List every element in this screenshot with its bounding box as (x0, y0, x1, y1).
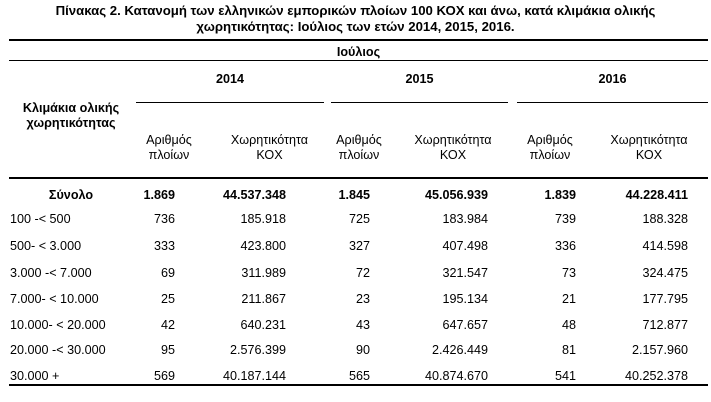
table-cell: 95 (160, 343, 175, 357)
column-header-6-line1: Χωρητικότητα (610, 133, 688, 147)
year-header-2015: 2015 (405, 72, 434, 86)
table-cell: 321.547 (442, 266, 488, 280)
total-cell: 45.056.939 (424, 188, 488, 202)
total-cell: 1.845 (338, 188, 370, 202)
table-cell: 569 (153, 369, 175, 383)
total-cell: 1.839 (544, 188, 576, 202)
table-cell: 565 (348, 369, 370, 383)
table-cell: 311.989 (241, 266, 286, 280)
row-label: 10.000- < 20.000 (10, 318, 106, 332)
column-header-2-line2: ΚΟΧ (256, 148, 283, 162)
row-label: 100 -< 500 (10, 212, 71, 226)
row-label: 30.000 + (10, 369, 60, 383)
table-cell: 188.328 (642, 212, 688, 226)
table-cell: 2.157.960 (631, 343, 688, 357)
table-cell: 541 (554, 369, 576, 383)
table-cell: 40.252.378 (624, 369, 688, 383)
table-cell: 195.134 (442, 292, 488, 306)
table-cell: 414.598 (642, 239, 688, 253)
column-header-1-line2: πλοίων (148, 148, 190, 162)
year-rule-2014 (136, 102, 324, 103)
row-label: 3.000 -< 7.000 (10, 266, 92, 280)
column-header-4-line1: Χωρητικότητα (414, 133, 492, 147)
year-header-2014: 2014 (215, 72, 245, 86)
year-rule-2016 (517, 102, 708, 103)
column-header-4-line2: ΚΟΧ (439, 148, 467, 162)
table-cell: 211.867 (241, 292, 286, 306)
table-cell: 72 (355, 266, 370, 280)
table-title (0, 3, 711, 35)
bottom-rule (9, 384, 708, 386)
column-header-5-line2: πλοίων (529, 148, 571, 162)
table-cell: 90 (355, 343, 370, 357)
table-cell: 2.576.399 (229, 343, 286, 357)
table-cell: 40.187.144 (222, 369, 286, 383)
table-cell: 69 (160, 266, 175, 280)
table-cell: 48 (561, 318, 576, 332)
table-title-line1: Πίνακας 2. Κατανομή των ελληνικών εμπορικών πλοίων 100 ΚΟΧ και άνω, κατά κλιμάκια ολικής (55, 3, 656, 18)
table-cell: 183.984 (442, 212, 488, 226)
table-cell: 2.426.449 (431, 343, 488, 357)
table-cell: 40.874.670 (424, 369, 488, 383)
table-cell: 736 (153, 212, 175, 226)
total-cell: 44.537.348 (222, 188, 286, 202)
row-header-line1: Κλιμάκια ολικής (22, 101, 120, 115)
table-cell: 324.475 (642, 266, 688, 280)
column-header-3-line2: πλοίων (338, 148, 380, 162)
table-cell: 25 (160, 292, 175, 306)
table-cell: 43 (355, 318, 370, 332)
table-cell: 336 (554, 239, 576, 253)
table-cell: 185.918 (240, 212, 286, 226)
table-cell: 640.231 (240, 318, 286, 332)
top-rule (9, 39, 708, 41)
column-header-1-line1: Αριθμός (146, 133, 192, 147)
table-cell: 177.795 (642, 292, 688, 306)
table-cell: 333 (153, 239, 175, 253)
header-bottom-rule (9, 177, 708, 179)
table-cell: 42 (160, 318, 175, 332)
table-cell: 647.657 (442, 318, 488, 332)
column-header-3-line1: Αριθμός (336, 133, 382, 147)
table-cell: 725 (348, 212, 370, 226)
table-cell: 423.800 (240, 239, 286, 253)
table-cell: 21 (561, 292, 576, 306)
column-header-2-line1: Χωρητικότητα (230, 133, 309, 147)
total-cell: 44.228.411 (625, 188, 688, 202)
year-rule-2015 (331, 102, 508, 103)
column-header-5-line1: Αριθμός (527, 133, 573, 147)
column-header-6-line2: ΚΟΧ (635, 148, 663, 162)
table-cell: 23 (355, 292, 370, 306)
row-label: 500- < 3.000 (10, 239, 82, 253)
table-cell: 73 (561, 266, 576, 280)
row-label: 7.000- < 10.000 (10, 292, 99, 306)
total-label: Σύνολο (48, 188, 94, 202)
year-header-2016: 2016 (598, 72, 627, 86)
table-cell: 81 (561, 343, 576, 357)
table-cell: 739 (554, 212, 576, 226)
table-cell: 327 (348, 239, 370, 253)
table-cell: 407.498 (442, 239, 488, 253)
table-title-line2: χωρητικότητας: Ιούλιος των ετών 2014, 2015, 2016. (196, 19, 515, 34)
table-cell: 712.877 (642, 318, 688, 332)
total-cell: 1.869 (143, 188, 175, 202)
row-label: 20.000 -< 30.000 (10, 343, 106, 357)
row-header-line2: χωρητικότητας (26, 116, 116, 130)
month-rule (9, 60, 708, 61)
month-header: Ιούλιος (336, 45, 381, 59)
